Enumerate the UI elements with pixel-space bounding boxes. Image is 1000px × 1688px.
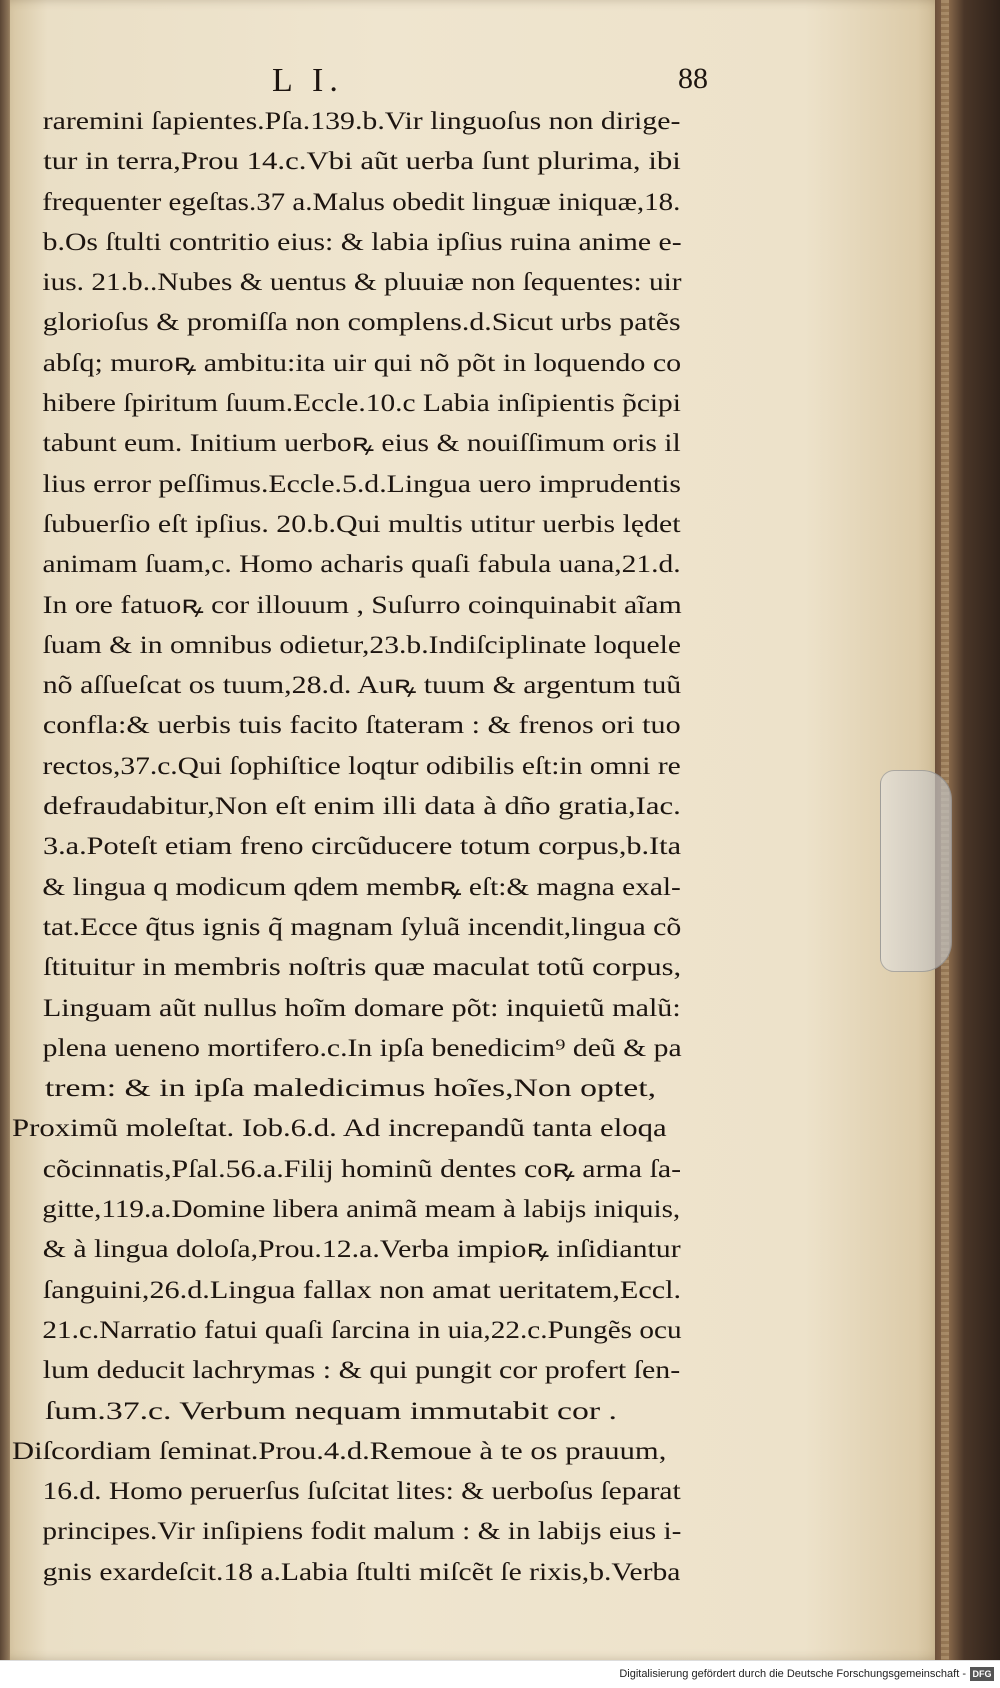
text-line: ſtituitur in membris noſtris quæ maculat totũ corpus,	[43, 954, 682, 982]
text-line: ius. 21.b..Nubes & uentus & pluuiæ non ſequentes: uir	[42, 269, 682, 297]
book-page	[10, 0, 945, 1660]
text-line: & lingua q modicum qdem membꝶ eſt:& magna exal-	[42, 873, 681, 901]
text-line: rectos,37.c.Qui ſophiſtice loqtur odibilis eſt:in omni re	[42, 752, 681, 780]
text-line: nõ aſſueſcat os tuum,28.d. Auꝶ tuum & argentum tuũ	[42, 672, 682, 700]
text-line: trem: & in ipſa maledicimus hoĩes,Non optet,	[44, 1075, 657, 1103]
text-line: 16.d. Homo peruerſus ſuſcitat lites: & uerboſus ſeparat	[42, 1478, 681, 1506]
text-line: tur in terra,Prou 14.c.Vbi aũt uerba ſunt plurima, ibi	[43, 148, 681, 176]
text-line: Diſcordiam ſeminat.Prou.4.d.Remoue à te os prauum,	[12, 1437, 667, 1465]
text-line: glorioſus & promiſſa non complens.d.Sicut urbs patẽs	[42, 309, 681, 337]
digitization-footer	[0, 1660, 1000, 1688]
body-text	[12, 102, 736, 1593]
funding-credit: Digitalisierung gefördert durch die Deutsche Forschungsgemeinschaft -	[619, 1668, 966, 1680]
text-line: confla:& uerbis tuis facito ſtateram : & frenos ori tuo	[42, 712, 681, 740]
folio-number: 88	[678, 62, 708, 95]
dfg-logo: DFG	[970, 1667, 994, 1681]
text-line: cõcinnatis,Pſal.56.a.Filij hominũ dentes coꝶ arma ſa-	[42, 1155, 682, 1183]
text-line: ſuam & in omnibus odietur,23.b.Indiſciplinate loquele	[42, 631, 681, 659]
text-line: raremini ſapientes.Pſa.139.b.Vir linguoſus non dirige-	[42, 108, 681, 135]
text-line: tat.Ecce q̃tus ignis q̃ magnam ſyluã incendit,lingua cõ	[42, 913, 682, 941]
page-header	[10, 62, 945, 102]
text-line: 3.a.Poteſt etiam freno circũducere totum corpus,b.Ita	[42, 833, 682, 861]
text-line: plena ueneno mortifero.c.In ipſa benedicim⁹ deũ & pa	[42, 1034, 682, 1062]
text-line: frequenter egeſtas.37 a.Malus obedit linguæ iniquæ,18.	[42, 188, 681, 216]
text-line: ſanguini,26.d.Lingua fallax non amat ueritatem,Eccl.	[42, 1276, 682, 1304]
text-line: abſq; muroꝶ ambitu:ita uir qui nõ põt in loquendo co	[42, 349, 682, 377]
text-line: ſum.37.c. Verbum nequam immutabit cor .	[44, 1397, 618, 1425]
text-line: Proximũ moleſtat. Iob.6.d. Ad increpandũ tanta eloqa	[12, 1115, 667, 1143]
text-line: & à lingua doloſa,Prou.12.a.Verba impioꝶ inſidiantur	[42, 1236, 681, 1264]
text-line: 21.c.Narratio fatui quaſi ſarcina in uia,22.c.Pungẽs ocu	[42, 1316, 682, 1344]
text-line: tabunt eum. Initium uerboꝶ eius & nouiſſimum oris il	[42, 430, 681, 458]
text-line: hibere ſpiritum ſuum.Eccle.10.c Labia inſipientis p̃cipi	[42, 390, 681, 418]
page-clip	[880, 770, 952, 972]
text-line: ſubuerſio eſt ipſius. 20.b.Qui multis utitur uerbis lędet	[42, 510, 681, 538]
text-line: b.Os ſtulti contritio eius: & labia ipſius ruina anime e-	[42, 228, 682, 256]
text-line: lius error peſſimus.Eccle.5.d.Lingua uero imprudentis	[42, 470, 682, 498]
text-line: principes.Vir inſipiens fodit malum : & in labijs eius i-	[42, 1518, 682, 1546]
text-line: animam ſuam,c. Homo acharis quaſi fabula uana,21.d.	[42, 551, 681, 579]
text-line: defraudabitur,Non eſt enim illi data à dño gratia,Iac.	[43, 793, 681, 821]
signature-mark: L I.	[272, 62, 344, 99]
text-line: In ore fatuoꝶ cor illouum , Suſurro coinquinabit aĩam	[42, 591, 682, 619]
text-line: gitte,119.a.Domine libera animã meam à labijs iniquis,	[42, 1196, 681, 1224]
text-line: lum deducit lachrymas : & qui pungit cor profert ſen-	[42, 1357, 681, 1385]
text-line: Linguam aũt nullus hoĩm domare põt: inquietũ malũ:	[42, 994, 681, 1022]
text-line: gnis exardeſcit.18 a.Labia ſtulti miſcẽt ſe rixis,b.Verba	[42, 1558, 681, 1586]
